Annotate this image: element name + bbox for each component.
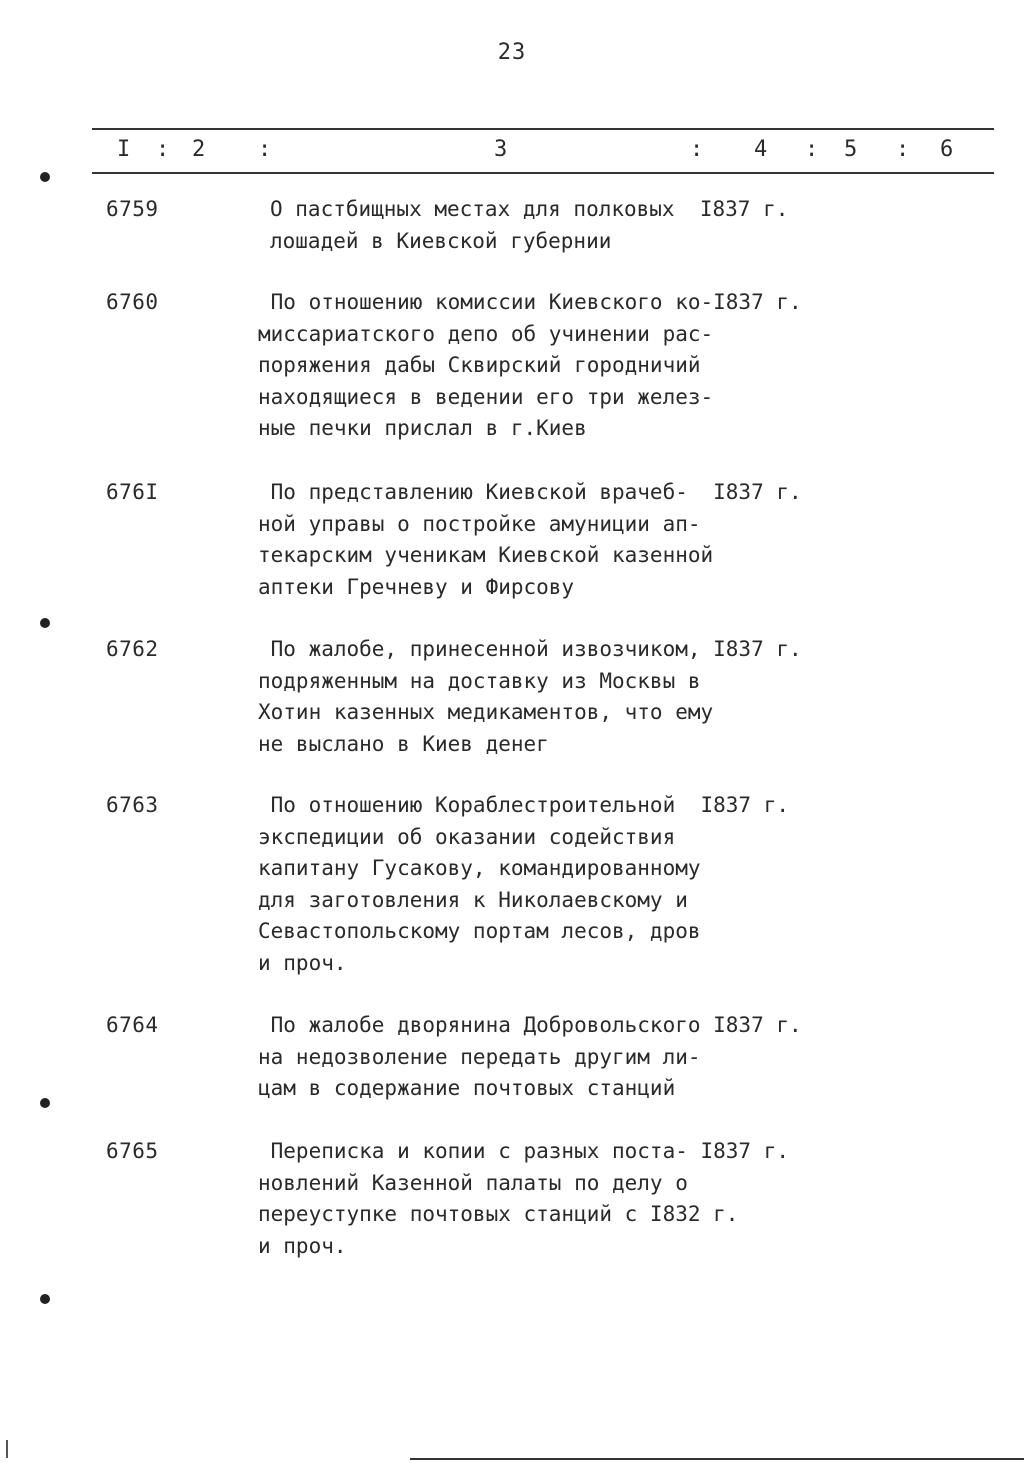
punch-hole-mark (40, 618, 50, 628)
column-separator: : (805, 137, 819, 162)
column-header-2: 2 (192, 137, 206, 162)
entry-description: По жалобе дворянина Добровольского I837 г. на недозволение передать другим ли- цам в содержание почтовых станций (258, 1013, 802, 1100)
entry-number: 676I (106, 480, 159, 504)
column-header-4: 4 (754, 137, 768, 162)
column-separator: : (896, 137, 910, 162)
entry-description: О пастбищных местах для полковых I837 г. лошадей в Киевской губернии (270, 197, 789, 253)
entry-number: 6764 (106, 1013, 159, 1037)
column-separator: : (690, 137, 704, 162)
entry-number: 6763 (106, 793, 159, 817)
entry-number: 6759 (106, 197, 159, 221)
header-rule-top (92, 128, 994, 130)
entry-description: По отношению Кораблестроительной I837 г. экспедиции об оказании содействия капитану Гусакову, командированному для заготовления к Николаевскому и Севастопольскому портам лесов, дров и проч. (258, 793, 790, 975)
header-rule-bottom (92, 172, 994, 174)
footer-rule (410, 1458, 1024, 1460)
entry-description: По жалобе, принесенной извозчиком, I837 г. подряженным на доставку из Москвы в Хотин казенных медикаментов, что ему не выслано в Киев денег (258, 637, 802, 756)
entry-description: По отношению комиссии Киевского ко-I837 г. миссариатского депо об учинении рас- поряжения дабы Сквирский городничий находящиеся в ведении его три желез- ные печки прислал в г.Киев (258, 290, 802, 440)
punch-hole-mark (40, 1294, 50, 1304)
column-header-5: 5 (844, 137, 858, 162)
entry-number: 6762 (106, 637, 159, 661)
entry-number: 6765 (106, 1139, 159, 1163)
column-header-1: I (117, 137, 131, 162)
page-number: 23 (497, 40, 527, 65)
punch-hole-mark (40, 172, 50, 182)
entry-description: Переписка и копии с разных поста- I837 г. новлений Казенной палаты по делу о переуступке почтовых станций с I832 г. и проч. (258, 1139, 790, 1258)
column-header-6: 6 (940, 137, 954, 162)
entry-number: 6760 (106, 290, 159, 314)
column-separator: : (258, 137, 272, 162)
column-separator: : (156, 137, 170, 162)
punch-hole-mark (40, 1098, 50, 1108)
column-header-3: 3 (494, 137, 508, 162)
entry-description: По представлению Киевской врачеб- I837 г. ной управы о постройке амуниции ап- текарским ученикам Киевской казенной аптеки Гречневу и Фирсову (258, 480, 802, 599)
margin-mark (6, 1440, 8, 1458)
